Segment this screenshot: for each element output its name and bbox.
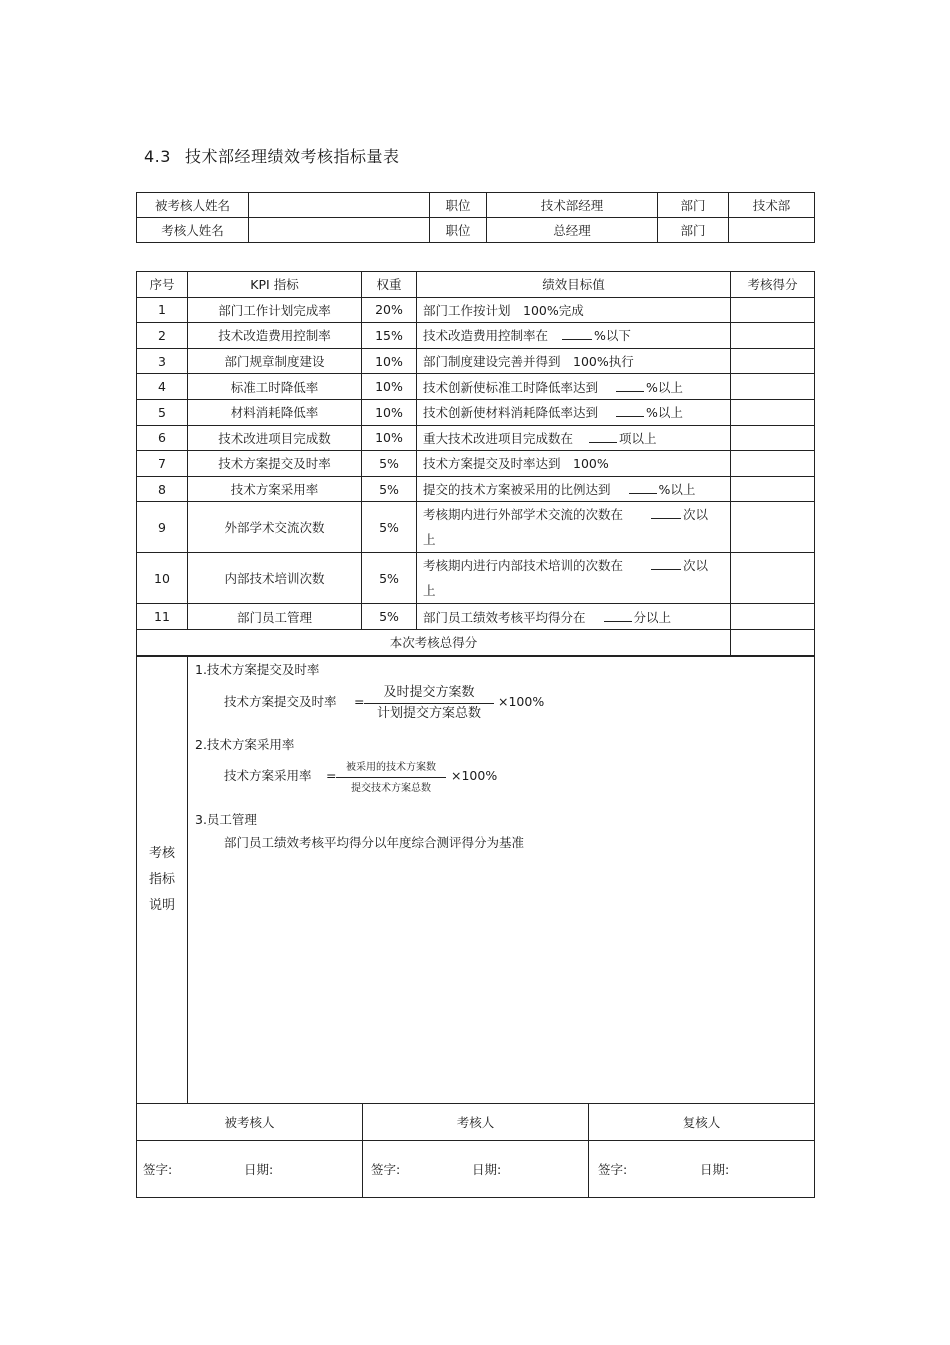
target-suffix: %以上 [646, 405, 683, 421]
row-score-field[interactable] [731, 604, 815, 630]
table-row [137, 348, 815, 374]
appraiser-name-label: 考核人姓名 [137, 218, 249, 243]
table-row [137, 476, 815, 502]
appraisee-position-label: 职位 [430, 193, 487, 218]
row-kpi: 内部技术培训次数 [188, 553, 362, 604]
appraisee-dept-label: 部门 [658, 193, 729, 218]
target-suffix: 项以上 [619, 430, 657, 446]
row-weight: 5% [362, 553, 417, 604]
row-target [417, 323, 731, 349]
header-weight: 权重 [362, 272, 417, 298]
target-text: 技术改造费用控制率在 [423, 328, 549, 344]
formula2-numerator: 被采用的技术方案数 [346, 762, 436, 773]
row-no: 3 [137, 348, 188, 374]
row-kpi: 部门员工管理 [188, 604, 362, 630]
appraiser-position-label: 职位 [430, 218, 487, 243]
signature-roles-row [137, 1104, 815, 1141]
appraisee-name-label: 被考核人姓名 [137, 193, 249, 218]
row-score-field[interactable] [731, 451, 815, 477]
row-target: 部门制度建设完善并得到 100%执行 [417, 348, 731, 374]
header-kpi: KPI 指标 [188, 272, 362, 298]
kpi-header-row [137, 272, 815, 298]
row-weight: 5% [362, 604, 417, 630]
row-no: 10 [137, 553, 188, 604]
appraiser-position-value: 总经理 [487, 218, 658, 243]
formula1-equals: = [354, 694, 365, 709]
total-row [137, 629, 815, 655]
fill-blank[interactable] [616, 403, 644, 417]
row-no: 9 [137, 502, 188, 553]
row-target [417, 476, 731, 502]
row-kpi: 外部学术交流次数 [188, 502, 362, 553]
target-text: 技术创新使材料消耗降低率达到 [423, 405, 599, 421]
formula2-equals: = [326, 768, 337, 783]
row-weight: 10% [362, 425, 417, 451]
appraiser-signature-field[interactable] [363, 1141, 589, 1198]
row-kpi: 部门工作计划完成率 [188, 297, 362, 323]
sign-label: 签字: [371, 1162, 401, 1177]
target-text: 提交的技术方案被采用的比例达到 [423, 482, 611, 498]
fraction-bar [336, 777, 446, 778]
row-score-field[interactable] [731, 476, 815, 502]
appraiser-name-field[interactable] [249, 218, 430, 243]
table-row [137, 553, 815, 604]
formula1-lhs: 技术方案提交及时率 [224, 694, 337, 709]
header-target: 绩效目标值 [417, 272, 731, 298]
table-row [137, 451, 815, 477]
target-text: 部门员工绩效考核平均得分在 [423, 609, 586, 625]
title-text: 技术部经理绩效考核指标量表 [184, 147, 400, 166]
row-kpi: 部门规章制度建设 [188, 348, 362, 374]
date-label: 日期: [700, 1162, 730, 1177]
table-row [137, 399, 815, 425]
row-target [417, 374, 731, 400]
row-score-field[interactable] [731, 399, 815, 425]
item3-heading: 3.员工管理 [195, 812, 257, 827]
side-label-line: 说明 [148, 898, 175, 913]
signature-row [137, 1141, 815, 1198]
fill-blank[interactable] [651, 505, 681, 519]
appraiser-dept-label: 部门 [658, 218, 729, 243]
fill-blank[interactable] [616, 378, 644, 392]
side-label-line: 考核 [148, 846, 175, 861]
sign-label: 签字: [143, 1162, 173, 1177]
row-no: 7 [137, 451, 188, 477]
row-kpi: 技术改进项目完成数 [188, 425, 362, 451]
reviewer-signature-field[interactable] [589, 1141, 815, 1198]
row-weight: 10% [362, 399, 417, 425]
formula2-heading: 2.技术方案采用率 [195, 737, 295, 752]
row-target [417, 553, 731, 604]
formula1-multiplier: ×100% [498, 694, 545, 709]
table-row [137, 425, 815, 451]
fill-blank[interactable] [651, 556, 681, 570]
row-weight: 5% [362, 476, 417, 502]
info-row-appraiser [137, 218, 815, 243]
row-no: 5 [137, 399, 188, 425]
appraisee-position-value: 技术部经理 [487, 193, 658, 218]
row-kpi: 技术方案采用率 [188, 476, 362, 502]
formula2-fraction [336, 760, 446, 796]
row-score-field[interactable] [731, 323, 815, 349]
formula2-lhs: 技术方案采用率 [224, 768, 312, 783]
side-label-line: 指标 [148, 872, 175, 887]
row-target [417, 502, 731, 553]
target-suffix: 分以上 [633, 609, 672, 625]
page-title [144, 144, 399, 167]
row-score-field[interactable] [731, 502, 815, 553]
target-suffix-wrap: 上 [423, 583, 436, 599]
row-kpi: 标准工时降低率 [188, 374, 362, 400]
table-row [137, 604, 815, 630]
item3-text: 部门员工绩效考核平均得分以年度综合测评得分为基准 [224, 835, 525, 850]
row-no: 8 [137, 476, 188, 502]
row-weight: 5% [362, 502, 417, 553]
table-row [137, 374, 815, 400]
sign-label: 签字: [598, 1162, 628, 1177]
total-score-field[interactable] [731, 629, 815, 655]
formula1-heading: 1.技术方案提交及时率 [195, 662, 320, 677]
row-no: 4 [137, 374, 188, 400]
row-weight: 10% [362, 374, 417, 400]
table-row [137, 502, 815, 553]
row-target: 部门工作按计划 100%完成 [417, 297, 731, 323]
row-weight: 5% [362, 451, 417, 477]
target-suffix: %以下 [594, 328, 631, 344]
row-no: 6 [137, 425, 188, 451]
row-score-field[interactable] [731, 348, 815, 374]
row-weight: 15% [362, 323, 417, 349]
role-appraiser: 考核人 [363, 1104, 589, 1141]
kpi-table [136, 271, 815, 656]
total-score-label: 本次考核总得分 [137, 629, 731, 655]
row-weight: 20% [362, 297, 417, 323]
appraisee-signature-field[interactable] [137, 1141, 363, 1198]
role-appraisee: 被考核人 [137, 1104, 363, 1141]
row-target: 技术方案提交及时率达到 100% [417, 451, 731, 477]
appraiser-dept-value[interactable] [729, 218, 815, 243]
header-score: 考核得分 [731, 272, 815, 298]
formula1-fraction [364, 683, 494, 724]
row-score-field[interactable] [731, 553, 815, 604]
explanation-side-label [137, 657, 188, 1104]
appraisee-dept-value: 技术部 [729, 193, 815, 218]
row-target [417, 399, 731, 425]
signature-table [136, 1103, 815, 1198]
fill-blank[interactable] [604, 608, 632, 622]
target-suffix-wrap: 上 [423, 532, 436, 548]
row-kpi: 技术改造费用控制率 [188, 323, 362, 349]
target-suffix: %以上 [646, 379, 683, 395]
fill-blank[interactable] [589, 429, 617, 443]
formula2-multiplier: ×100% [451, 768, 498, 783]
formula2-denominator: 提交技术方案总数 [351, 783, 431, 794]
target-text: 技术创新使标准工时降低率达到 [423, 379, 599, 395]
section-number: 4.3 [144, 147, 171, 166]
target-text: 重大技术改进项目完成数在 [423, 430, 574, 446]
target-suffix: 次以 [683, 558, 709, 574]
target-suffix: 次以 [683, 507, 709, 523]
formula1-denominator: 计划提交方案总数 [376, 706, 481, 721]
fill-blank[interactable] [562, 326, 592, 340]
header-no: 序号 [137, 272, 188, 298]
row-score-field[interactable] [731, 425, 815, 451]
row-target [417, 425, 731, 451]
row-weight: 10% [362, 348, 417, 374]
row-target [417, 604, 731, 630]
date-label: 日期: [244, 1162, 274, 1177]
formula1-numerator: 及时提交方案数 [383, 685, 475, 700]
row-kpi: 材料消耗降低率 [188, 399, 362, 425]
explanation-content [188, 657, 815, 1104]
info-row-appraisee [137, 193, 815, 218]
info-table [136, 192, 815, 243]
fill-blank[interactable] [629, 480, 657, 494]
explanation-table [136, 656, 815, 1104]
date-label: 日期: [472, 1162, 502, 1177]
row-score-field[interactable] [731, 297, 815, 323]
table-row [137, 323, 815, 349]
row-kpi: 技术方案提交及时率 [188, 451, 362, 477]
target-text: 考核期内进行外部学术交流的次数在 [423, 507, 624, 523]
target-text: 考核期内进行内部技术培训的次数在 [423, 558, 624, 574]
target-suffix: %以上 [658, 482, 696, 498]
row-no: 2 [137, 323, 188, 349]
row-no: 11 [137, 604, 188, 630]
table-row [137, 297, 815, 323]
appraisee-name-field[interactable] [249, 193, 430, 218]
row-score-field[interactable] [731, 374, 815, 400]
row-no: 1 [137, 297, 188, 323]
role-reviewer: 复核人 [589, 1104, 815, 1141]
